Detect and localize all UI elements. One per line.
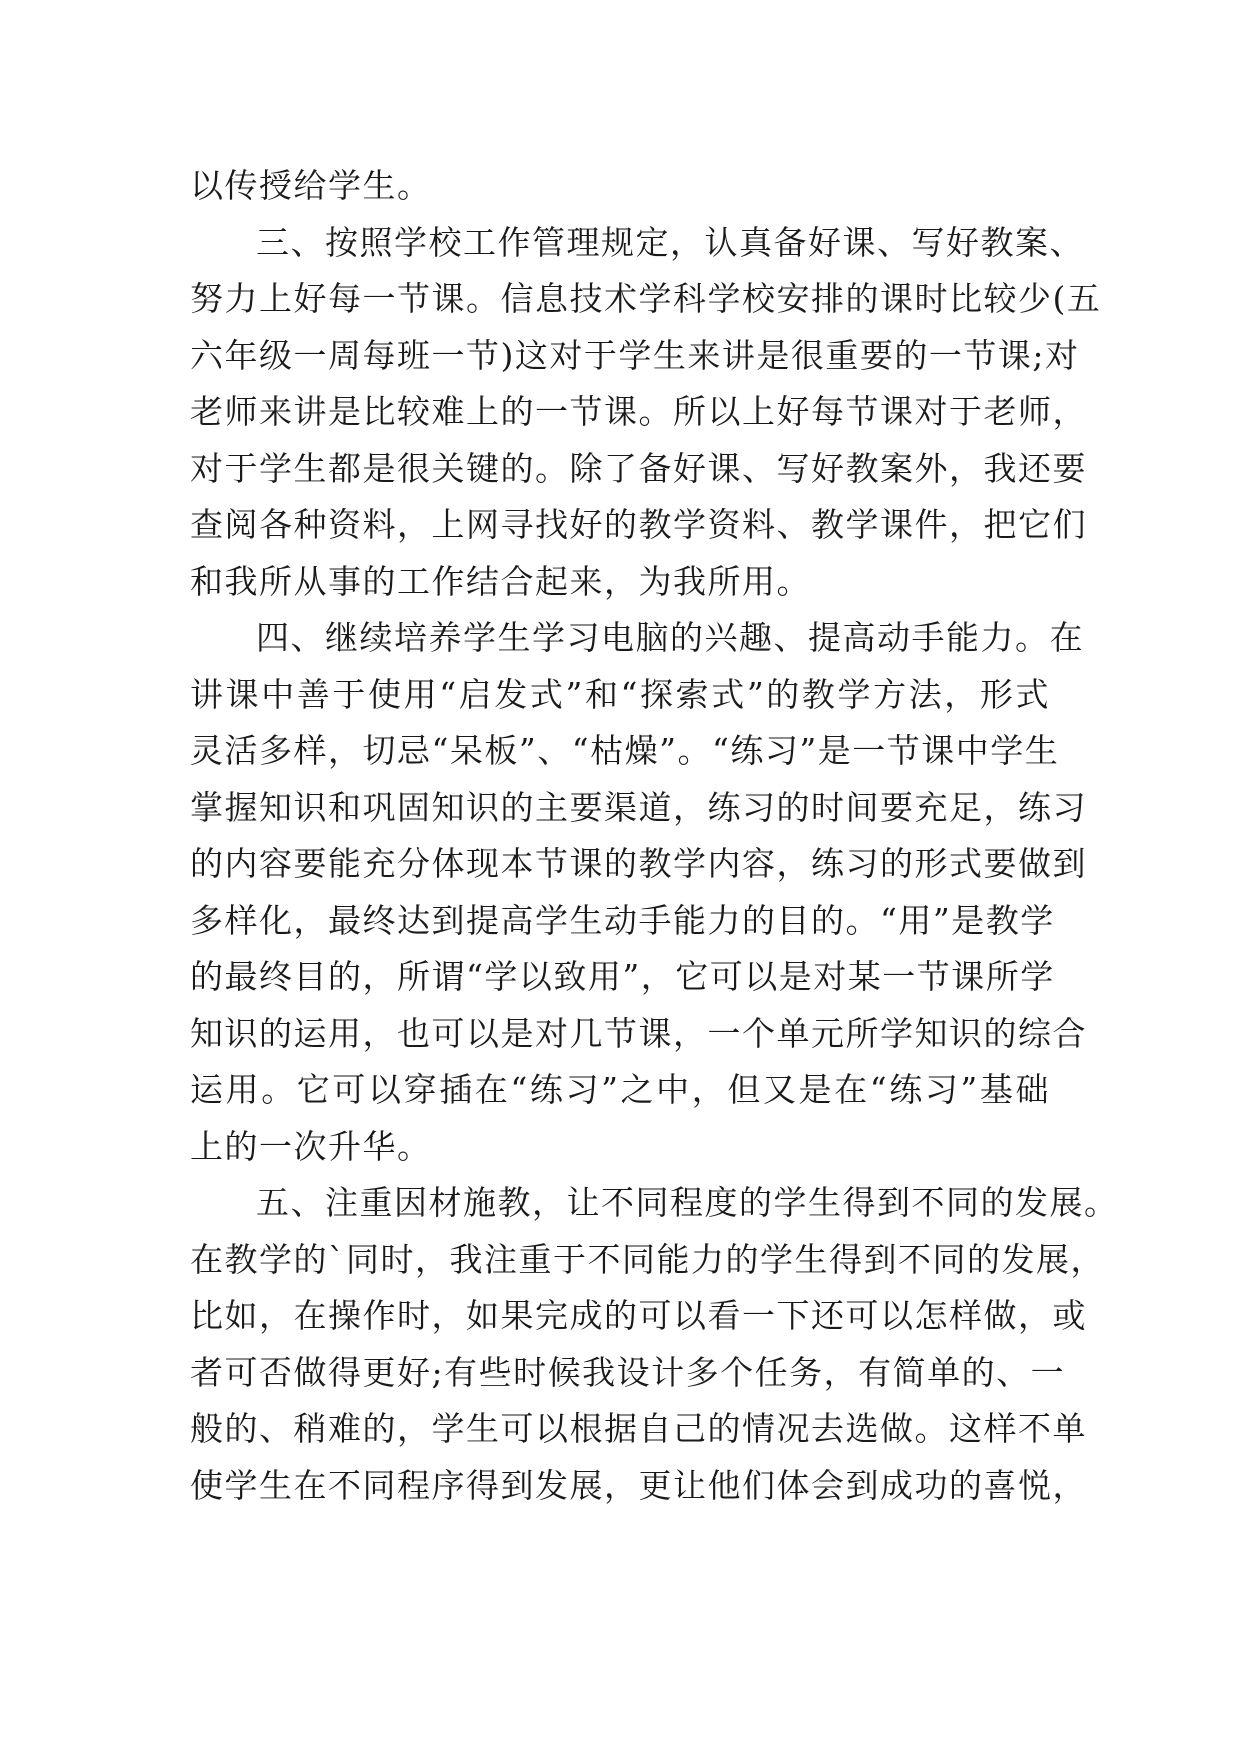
text-line-1: 以传授给学生。 <box>190 166 432 205</box>
text-line-20: 在教学的`同时，我注重于不同能力的学生得到不同的发展， <box>190 1239 1105 1279</box>
text-line-5: 老师来讲是比较难上的一节课。所以上好每节课对于老师， <box>190 392 1087 431</box>
text-line-7: 查阅各种资料，上网寻找好的教学资料、教学课件，把它们 <box>190 505 1087 544</box>
text-line-13: 的内容要能充分体现本节课的教学内容，练习的形式要做到 <box>190 844 1087 883</box>
text-line-9: 四、继续培养学生学习电脑的兴趣、提高动手能力。在 <box>256 618 1084 657</box>
text-line-14: 多样化，最终达到提高学生动手能力的目的。“用”是教学 <box>190 900 1055 940</box>
text-line-8: 和我所从事的工作结合起来，为我所用。 <box>190 561 811 601</box>
text-line-21: 比如，在操作时，如果完成的可以看一下还可以怎样做，或 <box>190 1296 1087 1335</box>
text-line-15: 的最终目的，所谓“学以致用”，它可以是对某一节课所学 <box>190 957 1055 996</box>
text-line-18: 上的一次升华。 <box>190 1126 432 1166</box>
text-line-24: 使学生在不同程序得到发展，更让他们体会到成功的喜悦， <box>190 1465 1087 1505</box>
text-line-22: 者可否做得更好;有些时候我设计多个任务，有简单的、一 <box>190 1352 1066 1392</box>
text-line-4: 六年级一周每班一节)这对于学生来讲是很重要的一节课;对 <box>190 335 1080 375</box>
text-line-19: 五、注重因材施教，让不同程度的学生得到不同的发展。 <box>256 1183 1119 1222</box>
text-line-17: 运用。它可以穿插在“练习”之中，但又是在“练习”基础 <box>190 1070 1050 1109</box>
text-line-16: 知识的运用，也可以是对几节课，一个单元所学知识的综合 <box>190 1013 1087 1053</box>
text-line-10: 讲课中善于使用“启发式”和“探索式”的教学方法，形式 <box>190 674 1050 714</box>
text-line-11: 灵活多样，切忌“呆板”、“枯燥”。“练习”是一节课中学生 <box>190 731 1060 770</box>
text-line-12: 掌握知识和巩固知识的主要渠道，练习的时间要充足，练习 <box>190 787 1087 827</box>
text-line-3: 努力上好每一节课。信息技术学科学校安排的课时比较少(五 <box>190 279 1102 318</box>
text-line-6: 对于学生都是很关键的。除了备好课、写好教案外，我还要 <box>190 448 1087 488</box>
text-line-23: 般的、稍难的，学生可以根据自己的情况去选做。这样不单 <box>190 1409 1087 1448</box>
text-line-2: 三、按照学校工作管理规定，认真备好课、写好教案、 <box>256 222 1084 262</box>
document-body <box>190 158 1119 1514</box>
